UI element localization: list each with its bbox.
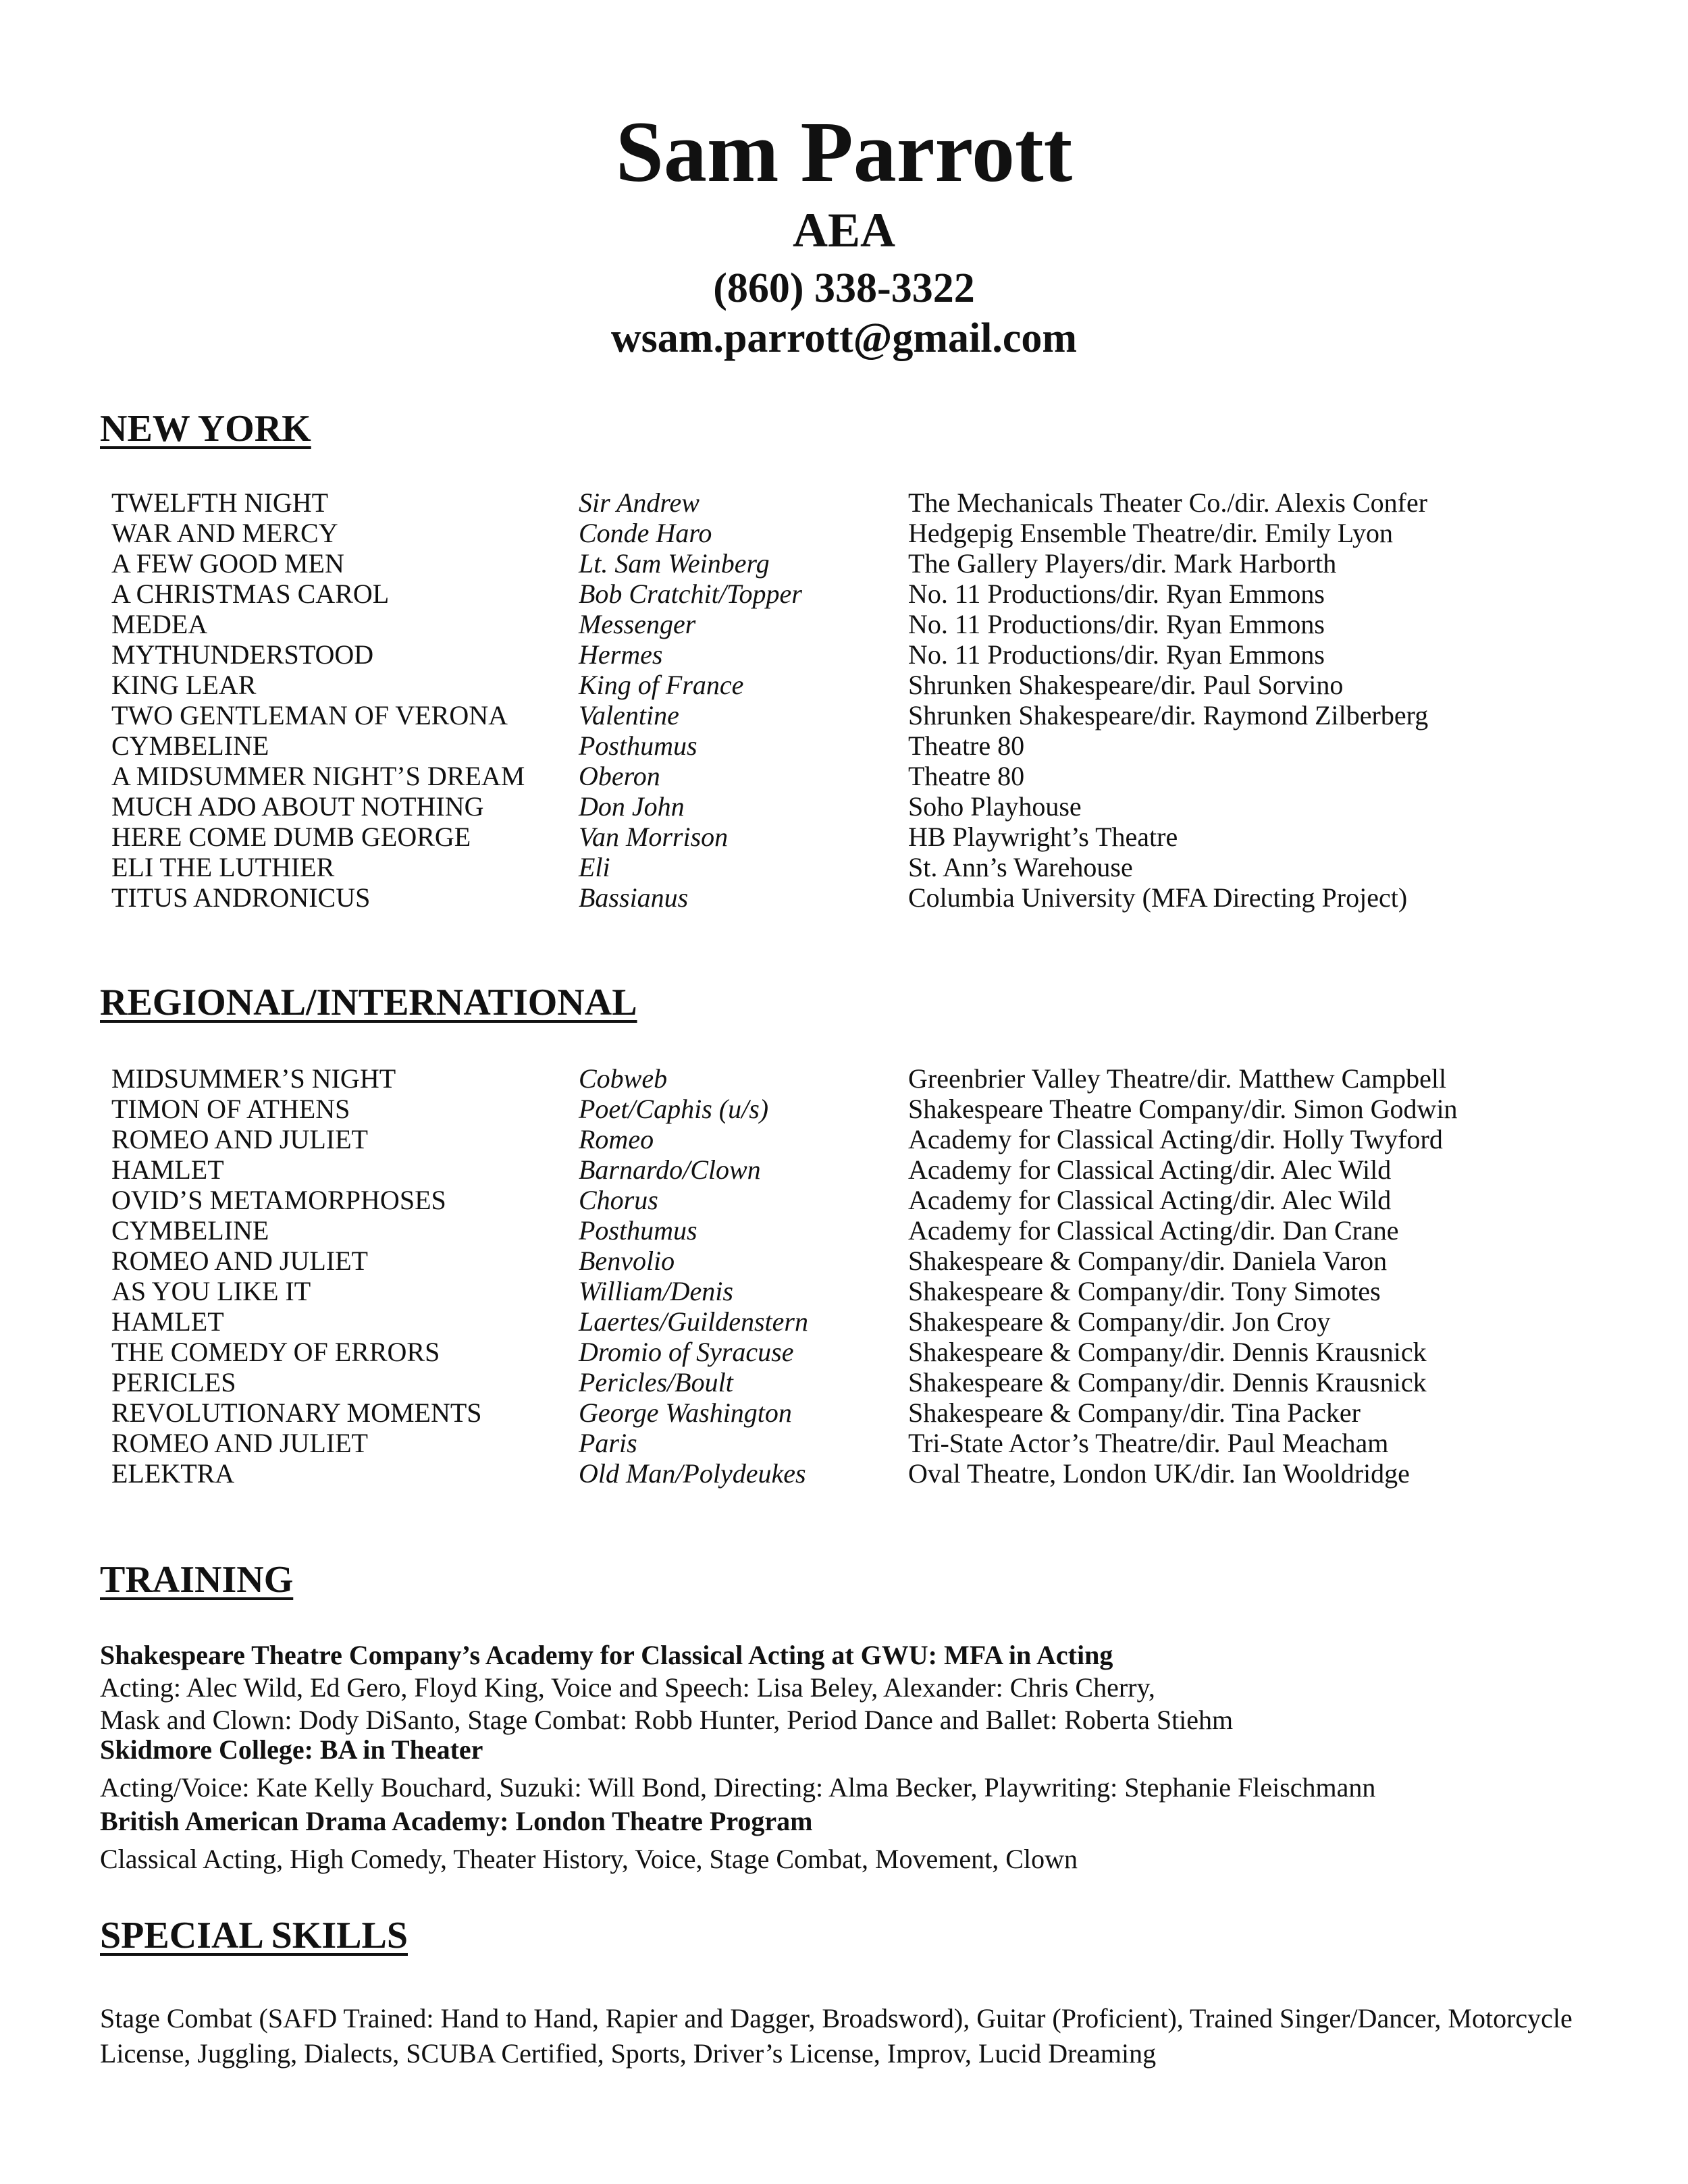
credit-venue: Shakespeare & Company/dir. Jon Croy [908,1306,1331,1337]
credit-row [111,670,1631,700]
credit-venue: Shakespeare & Company/dir. Dennis Krausnick [908,1337,1427,1367]
credit-venue: Hedgepig Ensemble Theatre/dir. Emily Lyon [908,518,1393,548]
credit-show: REVOLUTIONARY MOMENTS [111,1397,482,1428]
regional-credits [111,1063,1631,1489]
credit-show: TITUS ANDRONICUS [111,882,371,913]
credit-role: Posthumus [579,730,697,761]
credit-role: Bob Cratchit/Topper [579,579,802,609]
credit-role: Valentine [579,700,679,730]
credit-show: MIDSUMMER’S NIGHT [111,1063,396,1094]
credit-role: Cobweb [579,1063,668,1094]
credit-show: HAMLET [111,1306,224,1337]
credit-row [111,1306,1631,1337]
credit-venue: Shakespeare & Company/dir. Tony Simotes [908,1276,1381,1306]
credit-role: George Washington [579,1397,792,1428]
credit-role: Eli [579,852,610,882]
credit-venue: Oval Theatre, London UK/dir. Ian Wooldridge [908,1458,1410,1489]
credit-venue: Academy for Classical Acting/dir. Holly Twyford [908,1124,1443,1154]
credit-venue: Shrunken Shakespeare/dir. Raymond Zilberberg [908,700,1429,730]
credit-row [111,1094,1631,1124]
credit-venue: Shakespeare & Company/dir. Tina Packer [908,1397,1361,1428]
credit-row [111,1124,1631,1154]
credit-show: HAMLET [111,1154,224,1185]
credit-role: Conde Haro [579,518,712,548]
credit-show: A FEW GOOD MEN [111,548,344,579]
credit-row [111,700,1631,730]
section-title-special-skills: SPECIAL SKILLS [100,1915,408,1956]
credit-show: TIMON OF ATHENS [111,1094,350,1124]
credit-row [111,639,1631,670]
credit-role: Sir Andrew [579,487,700,518]
credit-show: MUCH ADO ABOUT NOTHING [111,791,484,822]
credit-show: CYMBELINE [111,730,269,761]
credit-venue: No. 11 Productions/dir. Ryan Emmons [908,609,1325,639]
credit-venue: Greenbrier Valley Theatre/dir. Matthew Campbell [908,1063,1447,1094]
credit-show: ELI THE LUTHIER [111,852,335,882]
credit-role: Oberon [579,761,660,791]
credit-row [111,852,1631,882]
credit-row [111,822,1631,852]
credit-show: OVID’S METAMORPHOSES [111,1185,446,1215]
credit-role: Laertes/Guildenstern [579,1306,808,1337]
credit-show: KING LEAR [111,670,257,700]
credit-row [111,761,1631,791]
credit-venue: Shrunken Shakespeare/dir. Paul Sorvino [908,670,1344,700]
union-affiliation: AEA [792,203,895,257]
training-heading: Skidmore College: BA in Theater [100,1734,483,1765]
credit-venue: No. 11 Productions/dir. Ryan Emmons [908,579,1325,609]
credit-venue: Academy for Classical Acting/dir. Alec Wild [908,1185,1392,1215]
actor-name: Sam Parrott [615,104,1073,200]
credit-show: ROMEO AND JULIET [111,1428,368,1458]
credit-row [111,609,1631,639]
credit-role: Paris [579,1428,637,1458]
credit-row [111,1246,1631,1276]
credit-show: AS YOU LIKE IT [111,1276,311,1306]
credit-role: Poet/Caphis (u/s) [579,1094,769,1124]
section-title-regional: REGIONAL/INTERNATIONAL [100,982,637,1023]
credit-role: William/Denis [579,1276,733,1306]
credit-venue: Academy for Classical Acting/dir. Alec Wild [908,1154,1392,1185]
credit-row [111,1458,1631,1489]
credit-row [111,579,1631,609]
credit-role: Van Morrison [579,822,729,852]
credit-row [111,1215,1631,1246]
credit-venue: St. Ann’s Warehouse [908,852,1133,882]
phone-number: (860) 338-3322 [713,265,975,311]
credit-role: Old Man/Polydeukes [579,1458,806,1489]
special-skills-text: Stage Combat (SAFD Trained: Hand to Hand, Rapier and Dagger, Broadsword), Guitar (Proficient), Trained Singer/Dancer, Motorcycle License, Juggling, Dialects, SCUBA Certified, Sports, Driver’s License, Improv, Lucid Dreaming [100,2003,1573,2069]
credit-venue: Theatre 80 [908,761,1025,791]
credit-role: Romeo [579,1124,654,1154]
email-address: wsam.parrott@gmail.com [610,315,1078,361]
credit-role: Dromio of Syracuse [579,1337,794,1367]
credit-show: WAR AND MERCY [111,518,338,548]
credit-role: Pericles/Boult [579,1367,733,1397]
credit-role: King of France [579,670,744,700]
credit-show: ROMEO AND JULIET [111,1246,368,1276]
credit-venue: The Gallery Players/dir. Mark Harborth [908,548,1337,579]
credit-venue: The Mechanicals Theater Co./dir. Alexis Confer [908,487,1428,518]
credit-row [111,1397,1631,1428]
credit-venue: Tri-State Actor’s Theatre/dir. Paul Meacham [908,1428,1389,1458]
credit-row [111,518,1631,548]
credit-row [111,1428,1631,1458]
training-heading: British American Drama Academy: London Theatre Program [100,1806,813,1836]
credit-row [111,487,1631,518]
credit-row [111,1276,1631,1306]
training-entry [100,1734,1619,1804]
credit-venue: Theatre 80 [908,730,1025,761]
credit-venue: HB Playwright’s Theatre [908,822,1178,852]
credit-row [111,1185,1631,1215]
credit-role: Hermes [579,639,663,670]
credit-row [111,882,1631,913]
credit-row [111,548,1631,579]
credit-venue: Shakespeare & Company/dir. Daniela Varon [908,1246,1388,1276]
training-entry [100,1805,1619,1875]
credit-show: CYMBELINE [111,1215,269,1246]
training-detail: Mask and Clown: Dody DiSanto, Stage Combat: Robb Hunter, Period Dance and Ballet: Roberta Stiehm [100,1705,1234,1735]
credit-show: TWELFTH NIGHT [111,487,329,518]
credit-show: ELEKTRA [111,1458,235,1489]
credit-role: Bassianus [579,882,689,913]
credit-venue: No. 11 Productions/dir. Ryan Emmons [908,639,1325,670]
training-heading: Shakespeare Theatre Company’s Academy for Classical Acting at GWU: MFA in Acting [100,1640,1113,1670]
credit-row [111,730,1631,761]
credit-show: MEDEA [111,609,208,639]
credit-role: Messenger [579,609,696,639]
credit-row [111,1063,1631,1094]
credit-role: Posthumus [579,1215,697,1246]
training-detail: Acting/Voice: Kate Kelly Bouchard, Suzuki: Will Bond, Directing: Alma Becker, Playwriting: Stephanie Fleischmann [100,1772,1376,1803]
credit-venue: Soho Playhouse [908,791,1082,822]
credit-row [111,1337,1631,1367]
credit-venue: Shakespeare & Company/dir. Dennis Krausnick [908,1367,1427,1397]
new-york-credits [111,487,1631,913]
section-title-new-york: NEW YORK [100,408,311,450]
training-detail: Classical Acting, High Comedy, Theater History, Voice, Stage Combat, Movement, Clown [100,1844,1078,1874]
credit-show: HERE COME DUMB GEORGE [111,822,471,852]
credit-venue: Academy for Classical Acting/dir. Dan Crane [908,1215,1399,1246]
credit-venue: Shakespeare Theatre Company/dir. Simon Godwin [908,1094,1458,1124]
credit-venue: Columbia University (MFA Directing Project) [908,882,1408,913]
credit-row [111,1154,1631,1185]
credit-show: MYTHUNDERSTOOD [111,639,374,670]
credit-show: TWO GENTLEMAN OF VERONA [111,700,508,730]
training-entry [100,1639,1619,1736]
credit-role: Barnardo/Clown [579,1154,761,1185]
credit-show: A CHRISTMAS CAROL [111,579,390,609]
credit-show: THE COMEDY OF ERRORS [111,1337,440,1367]
credit-row [111,1367,1631,1397]
training-detail: Acting: Alec Wild, Ed Gero, Floyd King, Voice and Speech: Lisa Beley, Alexander: Chris Cherry, [100,1672,1155,1703]
credit-show: PERICLES [111,1367,236,1397]
credit-row [111,791,1631,822]
credit-role: Chorus [579,1185,658,1215]
credit-show: A MIDSUMMER NIGHT’S DREAM [111,761,525,791]
credit-role: Don John [579,791,685,822]
credit-show: ROMEO AND JULIET [111,1124,368,1154]
credit-role: Benvolio [579,1246,675,1276]
section-title-training: TRAINING [100,1559,294,1601]
credit-role: Lt. Sam Weinberg [579,548,770,579]
